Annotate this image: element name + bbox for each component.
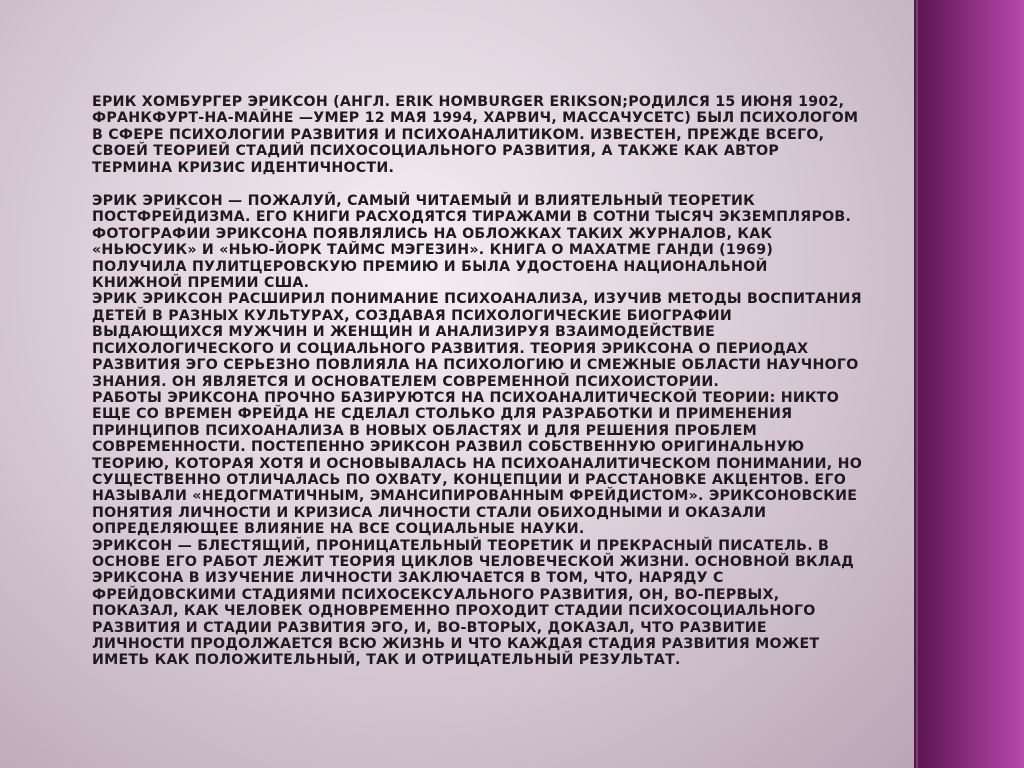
paragraph-psychoanalytic-basis: РАБОТЫ ЭРИКСОНА ПРОЧНО БАЗИРУЮТСЯ НА ПСИХОАНАЛИТИЧЕСКОЙ ТЕОРИИ: НИКТО ЕЩЕ СО ВРЕМЕН ФРЕЙДА НЕ СДЕЛАЛ СТОЛЬКО ДЛЯ РАЗРАБОТКИ И ПРИМЕНЕНИЯ ПРИНЦИПОВ ПСИХОАНАЛИЗА В НОВЫХ ОБЛАСТЯХ И ДЛЯ РЕШЕНИЯ ПРОБЛЕМ СОВРЕМЕННОСТИ. ПОСТЕПЕННО ЭРИКСОН РАЗВИЛ СОБСТВЕННУЮ ОРИГИНАЛЬНУЮ ТЕОРИЮ, КОТОРАЯ ХОТЯ И ОСНОВЫВАЛАСЬ НА ПСИХОАНАЛИТИЧЕСКОМ ПОНИМАНИИ, НО СУЩЕСТВЕННО ОТЛИЧАЛАСЬ ПО ОХВАТУ, КОНЦЕПЦИИ И РАССТАНОВКЕ АКЦЕНТОВ. ЕГО НАЗЫВАЛИ «НЕДОГМАТИЧНЫМ, ЭМАНСИПИРОВАННЫМ ФРЕЙДИСТОМ». ЭРИКСОНОВСКИЕ ПОНЯТИЯ ЛИЧНОСТИ И КРИЗИСА ЛИЧНОСТИ СТАЛИ ОБИХОДНЫМИ И ОКАЗАЛИ ОПРЕДЕЛЯЮЩЕЕ ВЛИЯНИЕ НА ВСЕ СОЦИАЛЬНЫЕ НАУКИ. xyxy=(92,389,863,538)
paragraph-intro: ЕРИК ХОМБУРГЕР ЭРИКСОН (АНГЛ. ERIK HOMBURGER ERIKSON;РОДИЛСЯ 15 ИЮНЯ 1902, ФРАНКФУРТ-НА-МАЙНЕ —УМЕР 12 МАЯ 1994, ХАРВИЧ, МАССАЧУСЕТС) БЫЛ ПСИХОЛОГОМ В СФЕРЕ ПСИХОЛОГИИ РАЗВИТИЯ И ПСИХОАНАЛИТИКОМ. ИЗВЕСТЕН, ПРЕЖДЕ ВСЕГО, СВОЕЙ ТЕОРИЕЙ СТАДИЙ ПСИХОСОЦИАЛЬНОГО РАЗВИТИЯ, А ТАКЖЕ КАК АВТОР ТЕРМИНА КРИЗИС ИДЕНТИЧНОСТИ. xyxy=(92,94,859,176)
decorative-side-panel xyxy=(914,0,1024,768)
side-panel-stripe xyxy=(916,0,918,768)
paragraph-influence: ЭРИК ЭРИКСОН — ПОЖАЛУЙ, САМЫЙ ЧИТАЕМЫЙ И ВЛИЯТЕЛЬНЫЙ ТЕОРЕТИК ПОСТФРЕЙДИЗМА. ЕГО КНИГИ РАСХОДЯТСЯ ТИРАЖАМИ В СОТНИ ТЫСЯЧ ЭКЗЕМПЛЯРОВ. ФОТОГРАФИИ ЭРИКСОНА ПОЯВЛЯЛИСЬ НА ОБЛОЖКАХ ТАКИХ ЖУРНАЛОВ, КАК «НЬЮСУИК» И «НЬЮ-ЙОРК ТАЙМС МЭГЕЗИН». КНИГА О МАХАТМЕ ГАНДИ (1969) ПОЛУЧИЛА ПУЛИТЦЕРОВСКУЮ ПРЕМИЮ И БЫЛА УДОСТОЕНА НАЦИОНАЛЬНОЙ КНИЖНОЙ ПРЕМИИ США. xyxy=(92,193,852,292)
slide-text-body xyxy=(92,94,862,669)
paragraph-psychoanalysis-expansion: ЭРИК ЭРИКСОН РАСШИРИЛ ПОНИМАНИЕ ПСИХОАНАЛИЗА, ИЗУЧИВ МЕТОДЫ ВОСПИТАНИЯ ДЕТЕЙ В РАЗНЫХ КУЛЬТУРАХ, СОЗДАВАЯ ПСИХОЛОГИЧЕСКИЕ БИОГРАФИИ ВЫДАЮЩИХСЯ МУЖЧИН И ЖЕНЩИН И АНАЛИЗИРУЯ ВЗАИМОДЕЙСТВИЕ ПСИХОЛОГИЧЕСКОГО И СОЦИАЛЬНОГО РАЗВИТИЯ. ТЕОРИЯ ЭРИКСОНА О ПЕРИОДАХ РАЗВИТИЯ ЭГО СЕРЬЕЗНО ПОВЛИЯЛА НА ПСИХОЛОГИЮ И СМЕЖНЫЕ ОБЛАСТИ НАУЧНОГО ЗНАНИЯ. ОН ЯВЛЯЕТСЯ И ОСНОВАТЕЛЕМ СОВРЕМЕННОЙ ПСИХОИСТОРИИ. xyxy=(92,291,862,390)
paragraph-life-cycle-theory: ЭРИКСОН — БЛЕСТЯЩИЙ, ПРОНИЦАТЕЛЬНЫЙ ТЕОРЕТИК И ПРЕКРАСНЫЙ ПИСАТЕЛЬ. В ОСНОВЕ ЕГО РАБОТ ЛЕЖИТ ТЕОРИЯ ЦИКЛОВ ЧЕЛОВЕЧЕСКОЙ ЖИЗНИ. ОСНОВНОЙ ВКЛАД ЭРИКСОНА В ИЗУЧЕНИЕ ЛИЧНОСТИ ЗАКЛЮЧАЕТСЯ В ТОМ, ЧТО, НАРЯДУ С ФРЕЙДОВСКИМИ СТАДИЯМИ ПСИХОСЕКСУАЛЬНОГО РАЗВИТИЯ, ОН, ВО-ПЕРВЫХ, ПОКАЗАЛ, КАК ЧЕЛОВЕК ОДНОВРЕМЕННО ПРОХОДИТ СТАДИИ ПСИХОСОЦИАЛЬНОГО РАЗВИТИЯ И СТАДИИ РАЗВИТИЯ ЭГО, И, ВО-ВТОРЫХ, ДОКАЗАЛ, ЧТО РАЗВИТИЕ ЛИЧНОСТИ ПРОДОЛЖАЕТСЯ ВСЮ ЖИЗНЬ И ЧТО КАЖДАЯ СТАДИЯ РАЗВИТИЯ МОЖЕТ ИМЕТЬ КАК ПОЛОЖИТЕЛЬНЫЙ, ТАК И ОТРИЦАТЕЛЬНЫЙ РЕЗУЛЬТАТ. xyxy=(92,537,855,669)
